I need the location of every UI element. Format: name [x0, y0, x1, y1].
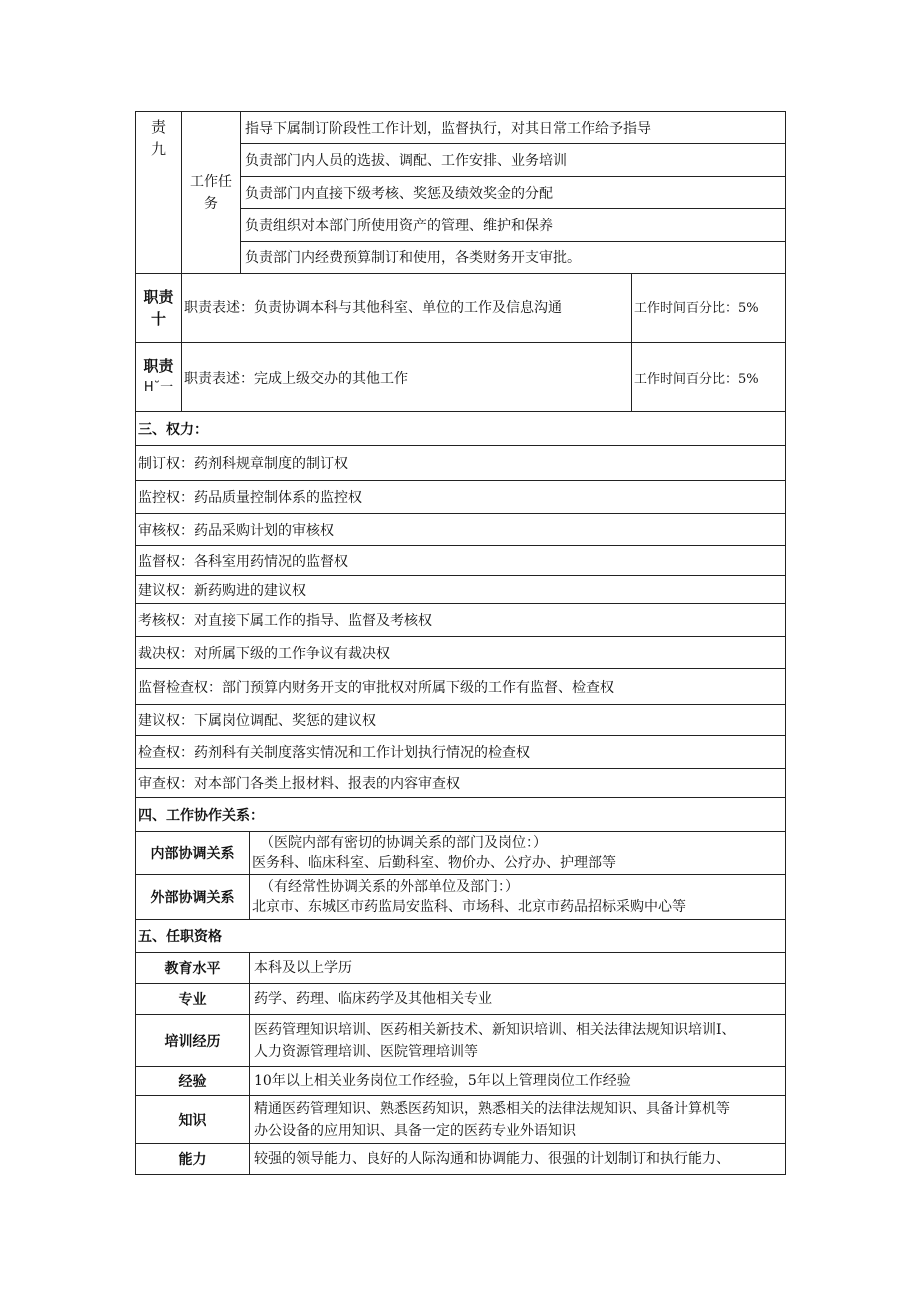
duty-eleven-description: 职责表述：完成上级交办的其他工作 — [182, 343, 632, 411]
duty-nine-label-line2: 九 — [150, 140, 166, 158]
training-line1: 医药管理知识培训、医药相关新技术、新知识培训、相关法律法规知识培训I、 — [254, 1021, 736, 1038]
work-task-label-line2: 务 — [204, 195, 218, 212]
work-task-item: 负责部门内直接下级考核、奖惩及绩效奖金的分配 — [241, 177, 785, 209]
major-label: 专业 — [136, 984, 250, 1014]
knowledge-label: 知识 — [136, 1096, 250, 1143]
duty-ten-percent: 工作时间百分比：5% — [634, 301, 759, 316]
duty-ten-row — [135, 274, 786, 343]
experience-label: 经验 — [136, 1067, 250, 1095]
internal-relations-content — [250, 832, 785, 874]
ability-row — [135, 1144, 786, 1175]
major-value: 药学、药理、临床药学及其他相关专业 — [254, 991, 492, 1007]
power-item: 考核权：对直接下属工作的指导、监督及考核权 — [135, 604, 786, 637]
power-item: 监督检查权：部门预算内财务开支的审批权对所属下级的工作有监督、检查权 — [135, 669, 786, 705]
power-item: 裁决权：对所属下级的工作争议有裁决权 — [135, 637, 786, 669]
education-label: 教育水平 — [136, 953, 250, 983]
external-relations-line2: 北京市、东城区市药监局安监科、市场科、北京市药品招标采购中心等 — [252, 899, 686, 915]
education-value: 本科及以上学历 — [254, 960, 352, 976]
work-task-list — [241, 112, 785, 273]
power-item: 建议权：新药购进的建议权 — [135, 576, 786, 604]
knowledge-row — [135, 1096, 786, 1144]
training-label: 培训经历 — [136, 1015, 250, 1066]
ability-value: 较强的领导能力、良好的人际沟通和协调能力、很强的计划制订和执行能力、 — [254, 1151, 730, 1167]
experience-value: 10年以上相关业务岗位工作经验，5年以上管理岗位工作经验 — [254, 1073, 631, 1089]
duty-nine-label — [136, 112, 182, 273]
duty-ten-label-line1: 职责 — [143, 288, 174, 306]
experience-row — [135, 1067, 786, 1096]
training-value — [250, 1015, 785, 1066]
power-item: 监控权：药品质量控制体系的监控权 — [135, 481, 786, 514]
duty-nine-block — [135, 111, 786, 274]
power-item: 审查权：对本部门各类上报材料、报表的内容审查权 — [135, 769, 786, 798]
knowledge-line1: 精通医药管理知识、熟悉医药知识，熟悉相关的法律法规知识、具备计算机等 — [254, 1100, 730, 1117]
external-relations-label: 外部协调关系 — [136, 875, 250, 919]
work-task-item: 负责部门内人员的选拔、调配、工作安排、业务培训 — [241, 144, 785, 176]
work-task-item: 指导下属制订阶段性工作计划，监督执行，对其日常工作给予指导 — [241, 112, 785, 144]
knowledge-value — [250, 1096, 785, 1143]
duty-ten-description: 职责表述：负责协调本科与其他科室、单位的工作及信息沟通 — [182, 274, 632, 342]
duty-eleven-label — [136, 343, 182, 411]
education-row — [135, 953, 786, 984]
qualifications-section-title: 五、任职资格 — [135, 920, 786, 953]
internal-relations-row — [135, 832, 786, 875]
duty-nine-label-line1: 责 — [150, 118, 166, 136]
duty-eleven-percent: 工作时间百分比：5% — [634, 372, 759, 387]
duty-eleven-label-line2: H˘一 — [143, 380, 174, 395]
relations-section-title: 四、工作协作关系： — [135, 798, 786, 832]
internal-relations-line1: （医院内部有密切的协调关系的部门及岗位：） — [260, 835, 547, 851]
duty-ten-label — [136, 274, 182, 342]
work-task-item: 负责组织对本部门所使用资产的管理、维护和保养 — [241, 209, 785, 241]
duty-eleven-row — [135, 343, 786, 412]
internal-relations-line2: 医务科、临床科室、后勤科室、物价办、公疗办、护理部等 — [252, 855, 616, 871]
power-item: 建议权：下属岗位调配、奖惩的建议权 — [135, 705, 786, 736]
power-item: 监督权：各科室用药情况的监督权 — [135, 546, 786, 576]
power-item: 制订权：药剂科规章制度的制订权 — [135, 446, 786, 481]
training-row — [135, 1015, 786, 1067]
power-item: 审核权：药品采购计划的审核权 — [135, 514, 786, 546]
work-task-item: 负责部门内经费预算制订和使用，各类财务开支审批。 — [245, 250, 581, 267]
external-relations-row — [135, 875, 786, 920]
training-line2: 人力资源管理培训、医院管理培训等 — [254, 1043, 478, 1060]
power-item: 检查权：药剂科有关制度落实情况和工作计划执行情况的检查权 — [135, 736, 786, 769]
work-task-label — [182, 112, 241, 273]
knowledge-line2: 办公设备的应用知识、具备一定的医药专业外语知识 — [254, 1122, 576, 1139]
external-relations-line1: （有经常性协调关系的外部单位及部门：） — [260, 879, 519, 895]
duty-ten-label-line2: 十 — [150, 310, 166, 328]
duty-eleven-label-line1: 职责 — [143, 357, 174, 375]
major-row — [135, 984, 786, 1015]
external-relations-content — [250, 875, 785, 919]
internal-relations-label: 内部协调关系 — [136, 832, 250, 874]
work-task-label-line1: 工作任 — [190, 173, 232, 190]
powers-section-title: 三、权力： — [135, 412, 786, 446]
ability-label: 能力 — [136, 1144, 250, 1174]
job-description-document — [135, 111, 786, 1175]
